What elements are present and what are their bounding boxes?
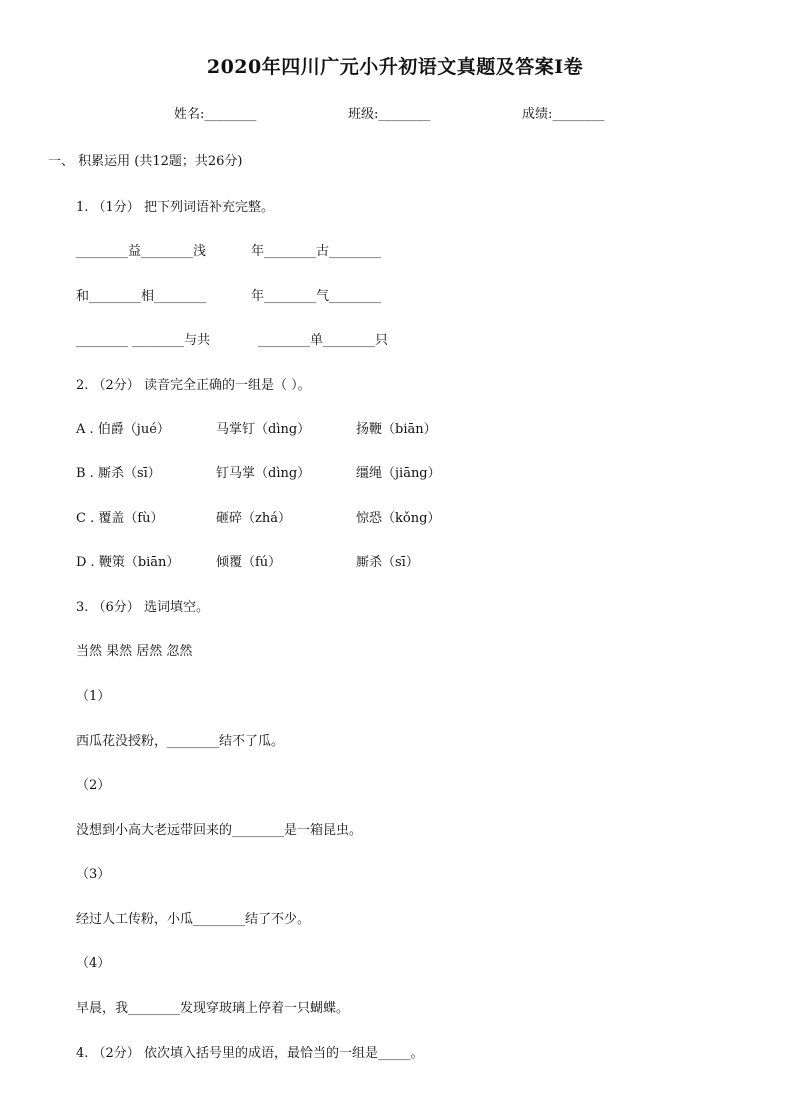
question-1-stem: 1. （1分） 把下列词语补充完整。 xyxy=(76,200,274,215)
question-3-stem: 3. （6分） 选词填空。 xyxy=(76,600,209,615)
q2-option-b-word-3: 缰绳（jiāng） xyxy=(356,466,441,481)
q1-blank-3: 和________相________ xyxy=(76,289,207,304)
q2-option-b: B . 厮杀（sī） xyxy=(76,466,161,481)
score-field: 成绩:________ xyxy=(522,107,605,122)
q1-blank-6: ________单________只 xyxy=(258,333,389,348)
q3-item-3-text: 经过人工传粉，小瓜________结了不少。 xyxy=(76,912,311,927)
q3-item-1-text: 西瓜花没授粉，________结不了瓜。 xyxy=(76,734,285,749)
q3-item-1-number: （1） xyxy=(76,689,111,704)
q1-blank-2: 年________古________ xyxy=(251,244,382,259)
class-field: 班级:________ xyxy=(348,107,431,122)
q2-option-a: A . 伯爵（jué） xyxy=(76,422,170,437)
page-title: 2020年四川广元小升初语文真题及答案Ⅰ卷 xyxy=(206,56,584,78)
q3-word-bank: 当然 果然 居然 忽然 xyxy=(76,644,193,659)
q3-item-4-text: 早晨，我________发现穿玻璃上停着一只蝴蝶。 xyxy=(76,1001,350,1016)
name-field: 姓名:________ xyxy=(174,107,257,122)
q2-option-c-word-3: 惊恐（kǒng） xyxy=(356,511,441,526)
q2-option-d: D . 鞭策（biān） xyxy=(76,555,180,570)
q2-option-d-word-2: 倾覆（fú） xyxy=(216,555,282,570)
q3-item-2-number: （2） xyxy=(76,778,111,793)
q2-option-c: C . 覆盖（fù） xyxy=(76,511,164,526)
section-heading: 一、 积累运用 (共12题；共26分) xyxy=(48,154,243,169)
q2-option-d-word-3: 厮杀（sī） xyxy=(356,555,419,570)
question-4-stem: 4. （2分） 依次填入括号里的成语，最恰当的一组是_____。 xyxy=(76,1046,424,1061)
q1-blank-1: ________益________浅 xyxy=(76,244,207,259)
q2-option-c-word-2: 砸碎（zhá） xyxy=(216,511,291,526)
q2-option-a-word-2: 马掌钉（dìng） xyxy=(216,422,311,437)
q1-blank-4: 年________气________ xyxy=(251,289,382,304)
question-2-stem: 2. （2分） 读音完全正确的一组是（ ）。 xyxy=(76,378,311,393)
q3-item-4-number: （4） xyxy=(76,956,111,971)
q1-blank-5: ________ ________与共 xyxy=(76,333,211,348)
q2-option-b-word-2: 钉马掌（dìng） xyxy=(216,466,311,481)
q2-option-a-word-3: 扬鞭（biān） xyxy=(356,422,437,437)
q3-item-2-text: 没想到小高大老远带回来的________是一箱昆虫。 xyxy=(76,823,363,838)
q3-item-3-number: （3） xyxy=(76,867,111,882)
